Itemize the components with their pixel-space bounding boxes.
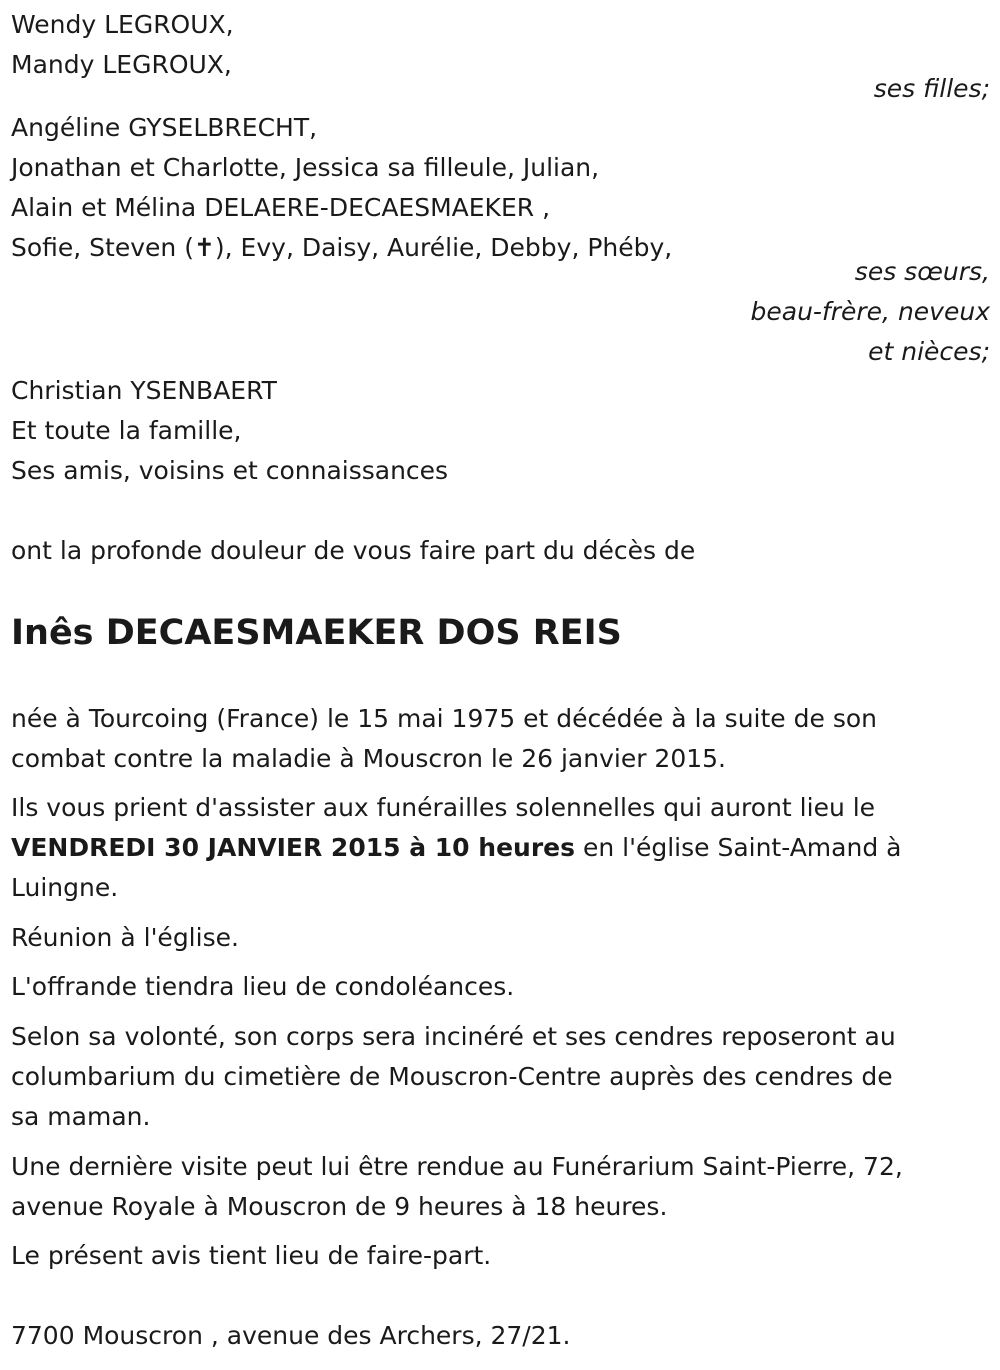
- cremation-line: sa maman.: [11, 1102, 151, 1131]
- family-member-line: Angéline GYSELBRECHT,: [11, 113, 318, 142]
- notice-text: Le présent avis tient lieu de faire-part.: [11, 1241, 492, 1270]
- family-role-label: ses sœurs,: [854, 257, 990, 286]
- deceased-name: Inês DECAESMAEKER DOS REIS: [11, 613, 622, 653]
- family-member-line: Christian YSENBAERT: [11, 376, 277, 405]
- funeral-date: VENDREDI 30 JANVIER 2015 à 10 heures: [11, 833, 576, 862]
- funeral-date-line: [11, 828, 901, 868]
- family-member-line: Ses amis, voisins et connaissances: [11, 456, 449, 485]
- cremation-line: Selon sa volonté, son corps sera incinéré et ses cendres reposeront au: [11, 1022, 896, 1051]
- visit-line: Une dernière visite peut lui être rendue au Funérarium Saint-Pierre, 72,: [11, 1152, 903, 1181]
- visit-line: avenue Royale à Mouscron de 9 heures à 18 heures.: [11, 1192, 668, 1221]
- announcement-text: ont la profonde douleur de vous faire part du décès de: [11, 536, 696, 565]
- offrande-text: L'offrande tiendra lieu de condoléances.: [11, 972, 515, 1001]
- address-text: 7700 Mouscron , avenue des Archers, 27/21.: [11, 1321, 571, 1350]
- cremation-line: columbarium du cimetière de Mouscron-Centre auprès des cendres de: [11, 1062, 893, 1091]
- funeral-place-end: Luingne.: [11, 873, 119, 902]
- reunion-text: Réunion à l'église.: [11, 923, 239, 952]
- family-role-label: ses filles;: [873, 74, 990, 103]
- family-member-line: Mandy LEGROUX,: [11, 50, 232, 79]
- family-member-line: Sofie, Steven (✝), Evy, Daisy, Aurélie, Debby, Phéby,: [11, 233, 673, 262]
- funeral-place: en l'église Saint-Amand à: [575, 833, 902, 862]
- funeral-intro: Ils vous prient d'assister aux funérailles solennelles qui auront lieu le: [11, 793, 876, 822]
- birth-death-line: combat contre la maladie à Mouscron le 26 janvier 2015.: [11, 744, 726, 773]
- family-role-label: beau-frère, neveux: [750, 297, 990, 326]
- family-role-label: et nièces;: [868, 337, 990, 366]
- family-member-line: Wendy LEGROUX,: [11, 10, 234, 39]
- family-member-line: Jonathan et Charlotte, Jessica sa filleule, Julian,: [11, 153, 600, 182]
- family-member-line: Et toute la famille,: [11, 416, 242, 445]
- birth-death-line: née à Tourcoing (France) le 15 mai 1975 et décédée à la suite de son: [11, 704, 877, 733]
- family-member-line: Alain et Mélina DELAERE-DECAESMAEKER ,: [11, 193, 551, 222]
